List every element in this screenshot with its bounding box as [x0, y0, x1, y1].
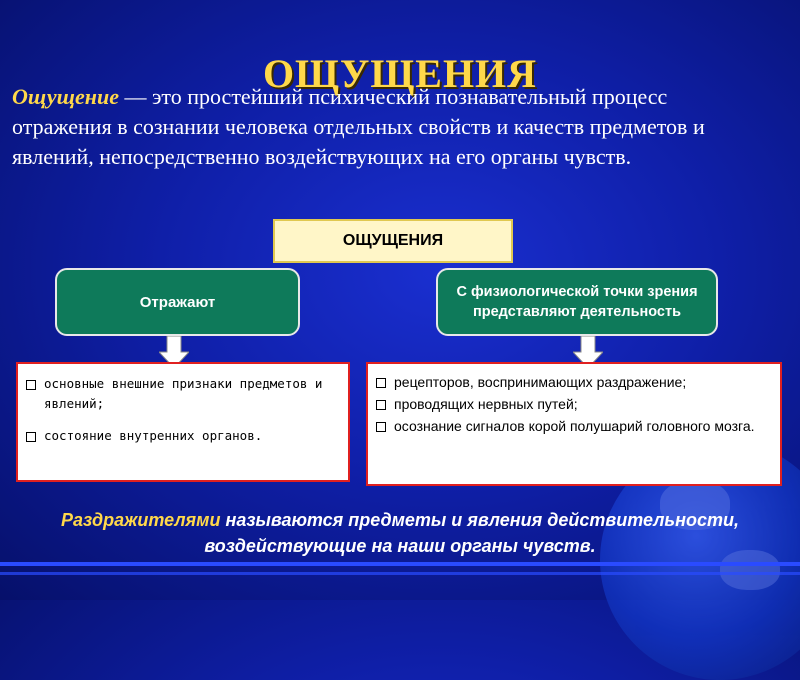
- decorative-stripe: [0, 562, 800, 566]
- list-item-text: проводящих нервных путей;: [394, 396, 578, 412]
- definition-paragraph: [12, 82, 732, 172]
- decorative-stripe: [0, 572, 800, 575]
- footer-text: называются предметы и явления действительности, воздействующие на наши органы чувств.: [204, 510, 739, 556]
- right-branch-label: С физиологической точки зрения представляют деятельность: [456, 284, 698, 320]
- right-branch-box: [436, 268, 718, 336]
- list-item-text: состояние внутренних органов.: [44, 428, 263, 443]
- footer-term: Раздражителями: [61, 510, 221, 530]
- definition-text: — это простейший психический познавательный процесс отражения в сознании человека отдельных свойств и качеств предметов и явлений, непосредственно воздействующих на его органы чувств.: [12, 84, 705, 169]
- list-item: [376, 416, 772, 436]
- left-branch-list: [16, 362, 350, 482]
- list-item: [26, 426, 340, 446]
- list-item-text: осознание сигналов корой полушарий головного мозга.: [394, 418, 755, 434]
- list-item: [376, 394, 772, 414]
- center-concept-box: ОЩУЩЕНИЯ: [273, 219, 513, 263]
- list-item: [26, 374, 340, 414]
- left-branch-box: [55, 268, 300, 336]
- square-bullet-icon: [376, 422, 386, 432]
- right-branch-list: [366, 362, 782, 486]
- list-item-text: рецепторов, воспринимающих раздражение;: [394, 374, 687, 390]
- list-item-text: основные внешние признаки предметов и явлений;: [44, 376, 323, 411]
- square-bullet-icon: [26, 432, 36, 442]
- footer-note: [0, 507, 800, 559]
- square-bullet-icon: [376, 378, 386, 388]
- slide-title: ОЩУЩЕНИЯ: [262, 51, 538, 96]
- left-branch-label: Отражают: [139, 293, 216, 311]
- definition-term: Ощущение: [12, 84, 119, 109]
- square-bullet-icon: [26, 380, 36, 390]
- square-bullet-icon: [376, 400, 386, 410]
- list-item: [376, 372, 772, 392]
